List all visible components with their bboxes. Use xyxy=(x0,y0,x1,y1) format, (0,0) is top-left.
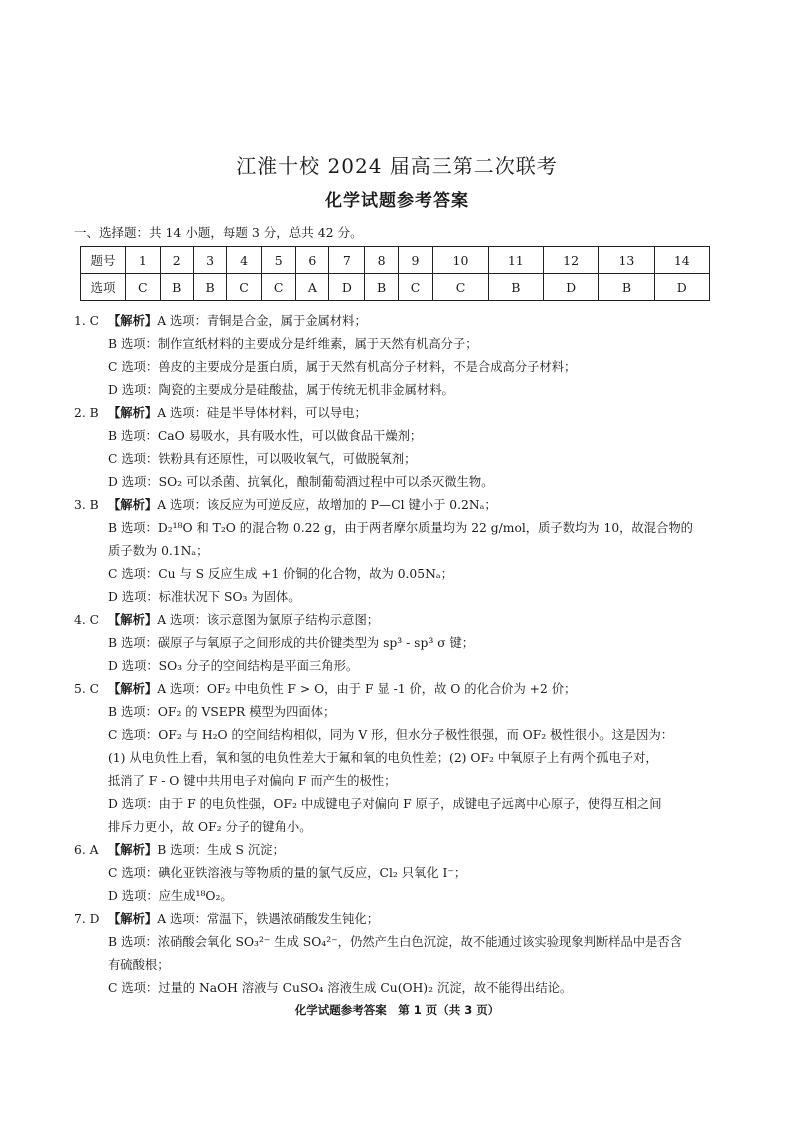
explanation-text: B 选项：碳原子与氧原子之间形成的共价键类型为 sp³ - sp³ σ 键； xyxy=(108,636,475,650)
explanation-line xyxy=(74,793,724,816)
question-number-cell: 1 xyxy=(126,247,161,274)
explanation-text: 排斥力更小，故 OF₂ 分子的键角小。 xyxy=(108,820,312,834)
row-label-number: 题号 xyxy=(81,247,126,274)
explanation-line xyxy=(74,494,724,517)
answer-table-answer-row xyxy=(81,274,710,301)
question-answer-number: 2. B xyxy=(74,406,99,420)
question-answer-number: 3. B xyxy=(74,498,99,512)
question-number-cell: 13 xyxy=(599,247,654,274)
document-subtitle: 化学试题参考答案 xyxy=(325,191,469,211)
explanation-text: C 选项：兽皮的主要成分是蛋白质，属于天然有机高分子材料，不是合成高分子材料； xyxy=(108,360,577,374)
answer-cell: B xyxy=(488,274,543,301)
question-answer-number: 1. C xyxy=(74,314,100,328)
explanation-line xyxy=(74,839,724,862)
explanation-line xyxy=(74,402,724,425)
answer-cell: C xyxy=(261,274,296,301)
explanation-text: D 选项：SO₂ 可以杀菌、抗氧化，酿制葡萄酒过程中可以杀灭微生物。 xyxy=(108,475,494,489)
explanation-line xyxy=(74,678,724,701)
question-number-cell: 8 xyxy=(365,247,398,274)
explanation-text: C 选项：铁粉具有还原性，可以吸收氧气，可做脱氧剂； xyxy=(108,452,417,466)
explanation-line xyxy=(74,724,724,747)
explanation-line xyxy=(74,540,724,563)
question-answer-number: 4. C xyxy=(74,613,100,627)
answer-cell: A xyxy=(296,274,329,301)
explanation-line xyxy=(74,517,724,540)
explanation-text: B 选项：CaO 易吸水，具有吸水性，可以做食品干燥剂； xyxy=(108,429,423,443)
explanation-text: B 选项：OF₂ 的 VSEPR 模型为四面体； xyxy=(108,705,336,719)
question-answer-number: 6. A xyxy=(74,843,99,857)
question-number-cell: 12 xyxy=(543,247,598,274)
explanation-text: D 选项：SO₃ 分子的空间结构是平面三角形。 xyxy=(108,659,359,673)
explanation-text: A 选项：该示意图为氯原子结构示意图； xyxy=(157,613,380,627)
explanation-text: A 选项：该反应为可逆反应，故增加的 P—Cl 键小于 0.2Nₐ； xyxy=(157,498,497,512)
explanation-text: (1) 从电负性上看，氧和氢的电负性差大于氟和氧的电负性差；(2) OF₂ 中氧原子上有两个孤电子对， xyxy=(108,751,658,765)
question-answer-number: 5. C xyxy=(74,682,100,696)
explanation-line xyxy=(74,333,724,356)
explanation-text: A 选项：常温下，铁遇浓硝酸发生钝化； xyxy=(157,912,380,926)
question-number-cell: 11 xyxy=(488,247,543,274)
document-title: 江淮十校 2024 届高三第二次联考 xyxy=(236,154,558,178)
explanation-line xyxy=(74,448,724,471)
explanation-text: C 选项：过量的 NaOH 溶液与 CuSO₄ 溶液生成 Cu(OH)₂ 沉淀，故不能得出结论。 xyxy=(108,981,573,995)
answer-cell: C xyxy=(433,274,488,301)
answer-cell: B xyxy=(365,274,398,301)
answer-table-number-row xyxy=(81,247,710,274)
explanation-line xyxy=(74,770,724,793)
explanation-line xyxy=(74,356,724,379)
explanation-line xyxy=(74,701,724,724)
explanation-text: B 选项：生成 S 沉淀； xyxy=(157,843,285,857)
analysis-tag: 【解析】 xyxy=(108,912,158,926)
explanation-line xyxy=(74,908,724,931)
explanation-line xyxy=(74,931,724,954)
explanation-text: D 选项：应生成¹⁸O₂。 xyxy=(108,889,233,903)
explanation-line xyxy=(74,632,724,655)
answer-cell: C xyxy=(227,274,262,301)
explanation-text: D 选项：标准状况下 SO₃ 为固体。 xyxy=(108,590,301,604)
analysis-tag: 【解析】 xyxy=(108,406,158,420)
explanation-line xyxy=(74,586,724,609)
explanation-text: B 选项：D₂¹⁸O 和 T₂O 的混合物 0.22 g，由于两者摩尔质量均为 22 g/mol，质子数均为 10，故混合物的 xyxy=(108,521,693,535)
question-answer-number: 7. D xyxy=(74,912,100,926)
explanation-text: B 选项：制作宣纸材料的主要成分是纤维素，属于天然有机高分子； xyxy=(108,337,478,351)
page-footer: 化学试题参考答案 第 1 页（共 3 页） xyxy=(294,1003,500,1017)
explanation-line xyxy=(74,471,724,494)
answer-cell: C xyxy=(126,274,161,301)
answer-cell: D xyxy=(543,274,598,301)
explanation-text: C 选项：碘化亚铁溶液与等物质的量的氯气反应，Cl₂ 只氧化 I⁻； xyxy=(108,866,467,880)
explanation-line xyxy=(74,563,724,586)
analysis-tag: 【解析】 xyxy=(108,613,158,627)
answer-cell: D xyxy=(329,274,365,301)
explanation-line xyxy=(74,954,724,977)
question-number-cell: 2 xyxy=(160,247,193,274)
question-number-cell: 3 xyxy=(193,247,226,274)
answer-explanations xyxy=(74,310,724,1000)
explanation-line xyxy=(74,655,724,678)
analysis-tag: 【解析】 xyxy=(108,682,158,696)
explanation-text: D 选项：由于 F 的电负性强，OF₂ 中成键电子对偏向 F 原子，成键电子远离中心原子，使得互相之间 xyxy=(108,797,662,811)
question-number-cell: 7 xyxy=(329,247,365,274)
explanation-text: A 选项：青铜是合金，属于金属材料； xyxy=(157,314,367,328)
explanation-line xyxy=(74,310,724,333)
answer-cell: B xyxy=(160,274,193,301)
analysis-tag: 【解析】 xyxy=(108,314,158,328)
question-number-cell: 14 xyxy=(654,247,709,274)
explanation-text: 有硫酸根； xyxy=(108,958,170,972)
explanation-line xyxy=(74,885,724,908)
analysis-tag: 【解析】 xyxy=(108,843,158,857)
explanation-line xyxy=(74,977,724,1000)
explanation-text: 抵消了 F - O 键中共用电子对偏向 F 而产生的极性； xyxy=(108,774,397,788)
explanation-line xyxy=(74,425,724,448)
explanation-text: B 选项：浓硝酸会氧化 SO₃²⁻ 生成 SO₄²⁻，仍然产生白色沉淀，故不能通过该实验现象判断样品中是否含 xyxy=(108,935,682,949)
explanation-text: A 选项：OF₂ 中电负性 F > O，由于 F 显 -1 价，故 O 的化合价为 +2 价； xyxy=(157,682,577,696)
question-number-cell: 6 xyxy=(296,247,329,274)
row-label-answer: 选项 xyxy=(81,274,126,301)
explanation-text: C 选项：OF₂ 与 H₂O 的空间结构相似，同为 V 形，但水分子极性很强，而 OF₂ 极性很小。这是因为： xyxy=(108,728,674,742)
question-number-cell: 9 xyxy=(398,247,433,274)
explanation-line xyxy=(74,747,724,770)
analysis-tag: 【解析】 xyxy=(108,498,158,512)
explanation-line xyxy=(74,379,724,402)
question-number-cell: 4 xyxy=(227,247,262,274)
explanation-text: D 选项：陶瓷的主要成分是硅酸盐，属于传统无机非金属材料。 xyxy=(108,383,454,397)
answer-cell: B xyxy=(193,274,226,301)
answer-cell: B xyxy=(599,274,654,301)
explanation-text: 质子数为 0.1Nₐ； xyxy=(108,544,209,558)
explanation-text: C 选项：Cu 与 S 反应生成 +1 价铜的化合物，故为 0.05Nₐ； xyxy=(108,567,453,581)
answer-cell: C xyxy=(398,274,433,301)
answer-cell: D xyxy=(654,274,709,301)
explanation-line xyxy=(74,609,724,632)
question-number-cell: 10 xyxy=(433,247,488,274)
answer-table xyxy=(80,246,710,301)
section-heading: 一、选择题：共 14 小题，每题 3 分，总共 42 分。 xyxy=(74,225,363,240)
question-number-cell: 5 xyxy=(261,247,296,274)
explanation-line xyxy=(74,862,724,885)
explanation-text: A 选项：硅是半导体材料，可以导电； xyxy=(157,406,367,420)
explanation-line xyxy=(74,816,724,839)
